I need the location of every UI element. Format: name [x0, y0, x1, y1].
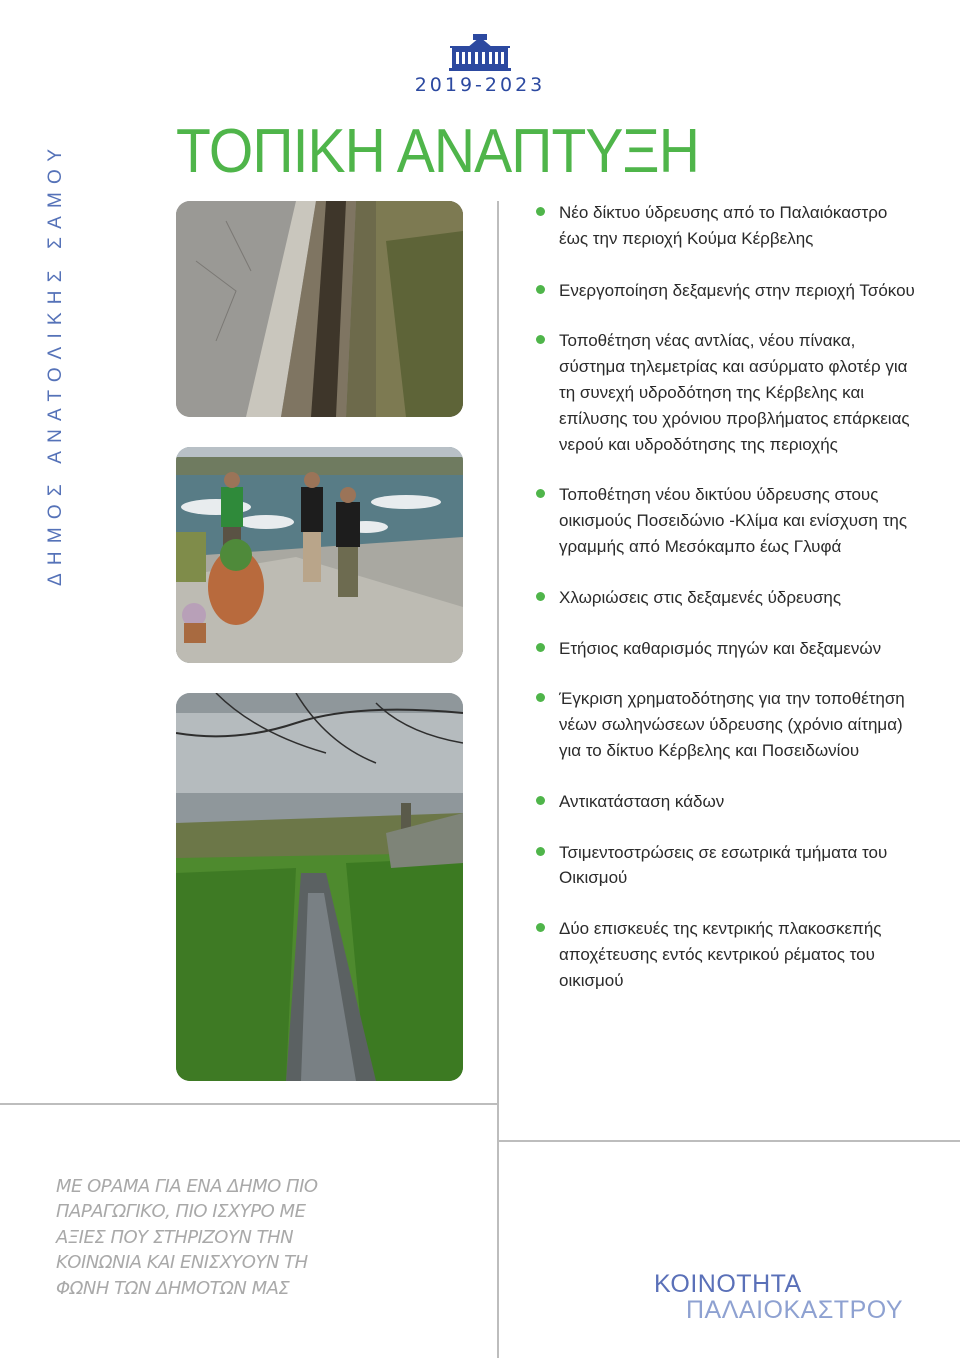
vertical-divider	[497, 201, 499, 1358]
list-item: Τοποθέτηση νέου δικτύου ύδρευσης στους οικισμούς Ποσειδώνιο -Κλίμα και ενίσχυση της γραμμής από Μεσόκαμπο έως Γλυφά	[536, 482, 916, 559]
bullet-dot-icon	[536, 489, 545, 498]
list-item: Τσιμεντοστρώσεις σε εσωτρικά τμήματα του Οικισμού	[536, 840, 916, 892]
list-item: Τοποθέτηση νέας αντλίας, νέου πίνακα, σύστημα τηλεμετρίας και ασύρματο φλοτέρ για τη συνεχή υδροδότηση της Κέρβελης και επίλυσης του χρόνιου προβλήματος επάρκειας νερού και υδροδότησης της περιοχής	[536, 328, 916, 457]
municipality-side-title: ΔΗΜΟΣ ΑΝΑΤΟΛΙΚΗΣ ΣΑΜΟΥ	[45, 140, 66, 586]
bullet-dot-icon	[536, 847, 545, 856]
horizontal-divider-right	[497, 1140, 960, 1142]
list-item: Ενεργοποίηση δεξαμενής στην περιοχή Τσόκου	[536, 278, 916, 304]
bullet-dot-icon	[536, 923, 545, 932]
bullet-dot-icon	[536, 693, 545, 702]
campaign-motto: ΜΕ ΟΡΑΜΑ ΓΙΑ ΕΝΑ ΔΗΜΟ ΠΙΟ ΠΑΡΑΓΩΓΙΚΟ, ΠΙΟ ΙΣΧΥΡΟ ΜΕ ΑΞΙΕΣ ΠΟΥ ΣΤΗΡΙΖΟΥΝ ΤΗΝ ΚΟΙΝΩΝΙΑ ΚΑΙ ΕΝΙΣΧΥΟΥΝ ΤΗ ΦΩΝΗ ΤΩΝ ΔΗΜΟΤΩΝ ΜΑΣ	[56, 1176, 318, 1299]
list-item: Χλωριώσεις στις δεξαμενές ύδρευσης	[536, 585, 916, 611]
bullet-dot-icon	[536, 643, 545, 652]
town-hall-logo-icon	[447, 32, 513, 72]
harbour-team-photo	[176, 447, 463, 663]
trench-photo	[176, 201, 463, 417]
bullet-dot-icon	[536, 592, 545, 601]
years-label: 2019-2023	[414, 74, 546, 96]
bullet-dot-icon	[536, 207, 545, 216]
community-name-line2: ΠΑΛΑΙΟΚΑΣΤΡΟΥ	[686, 1296, 904, 1324]
list-item: Νέο δίκτυο ύδρευσης από το Παλαιόκαστρο έως την περιοχή Κούμα Κέρβελης	[536, 200, 916, 252]
stream-photo	[176, 693, 463, 1081]
bullet-dot-icon	[536, 335, 545, 344]
bullet-dot-icon	[536, 285, 545, 294]
list-item: Ετήσιος καθαρισμός πηγών και δεξαμενών	[536, 636, 916, 662]
list-item: Δύο επισκευές της κεντρικής πλακοσκεπής αποχέτευσης εντός κεντρικού ρέματος του οικισμού	[536, 916, 916, 993]
list-item: Έγκριση χρηματοδότησης για την τοποθέτηση νέων σωληνώσεων ύδρευσης (χρόνιο αίτημα) για το δίκτυο Κέρβελης και Ποσειδωνίου	[536, 686, 916, 763]
horizontal-divider-left	[0, 1103, 498, 1105]
community-name-line1: ΚΟΙΝΟΤΗΤΑ	[654, 1270, 802, 1298]
bullet-dot-icon	[536, 796, 545, 805]
achievements-list	[536, 200, 916, 994]
page-title: ΤΟΠΙΚΗ ΑΝΑΠΤΥΞΗ	[176, 117, 699, 186]
list-item: Αντικατάσταση κάδων	[536, 789, 916, 815]
